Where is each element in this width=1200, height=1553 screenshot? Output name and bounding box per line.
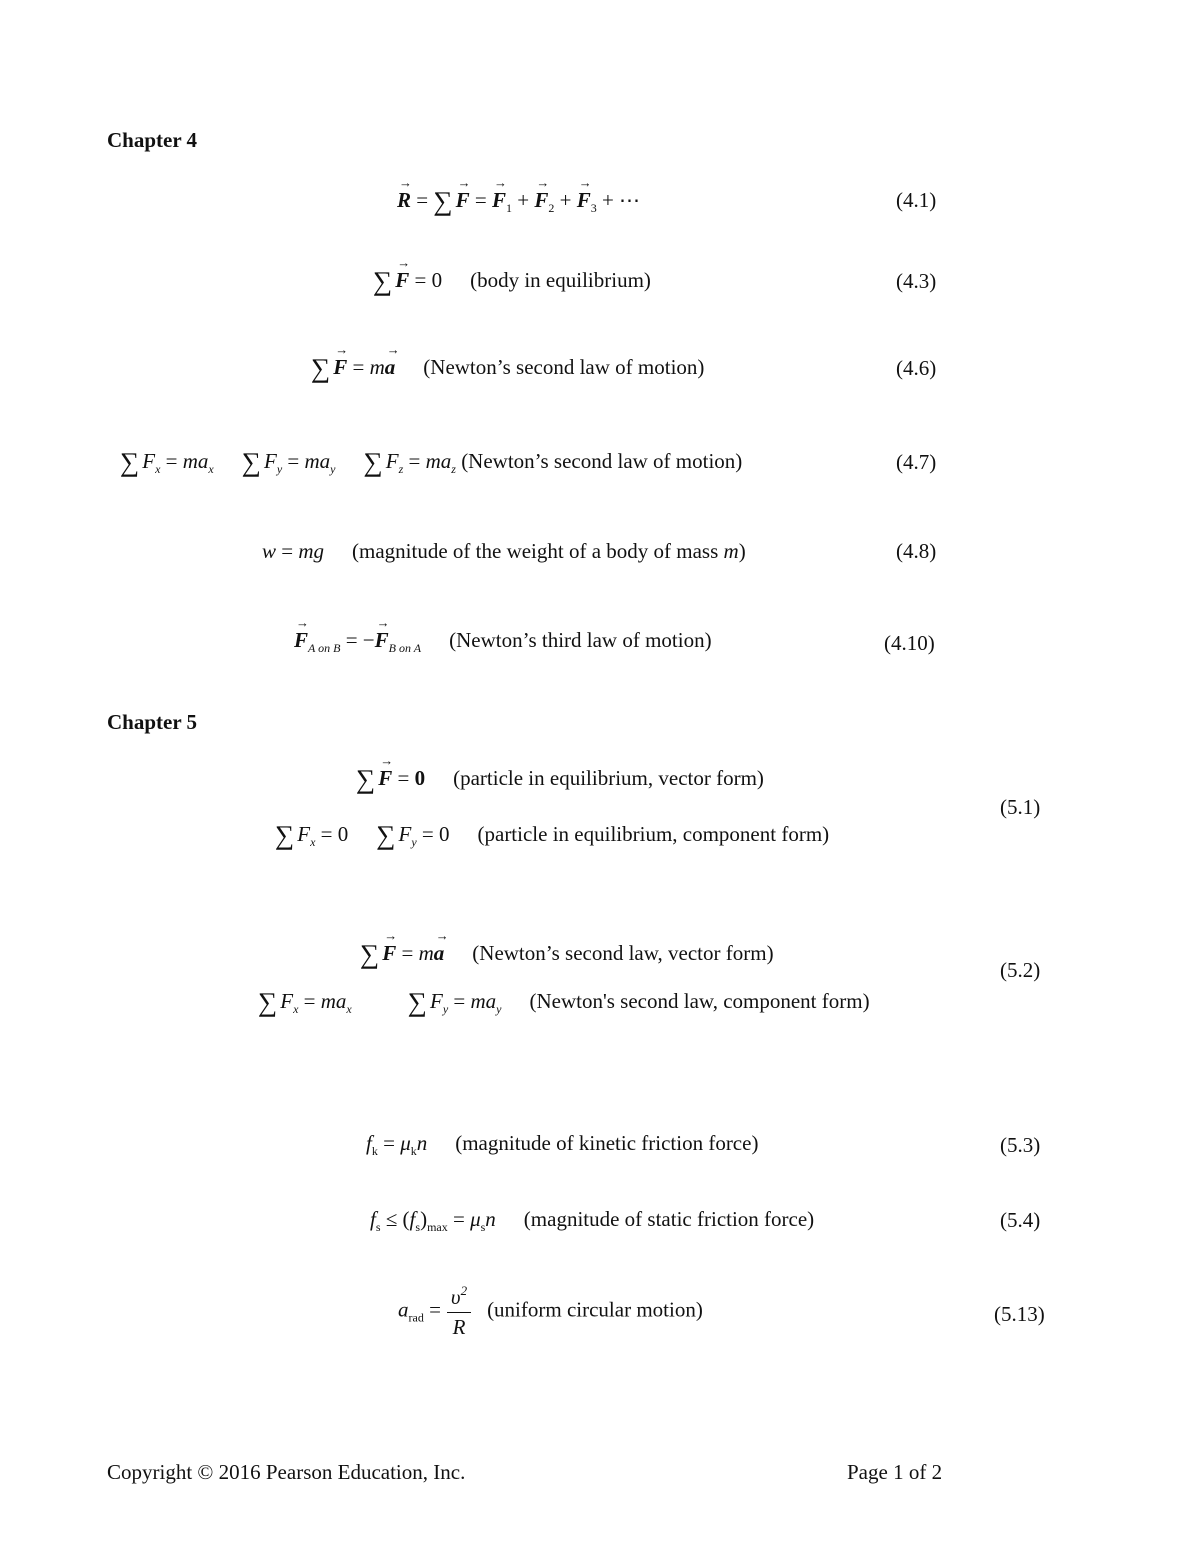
equation-number-4-10: (4.10) [884, 631, 935, 655]
equation-4-7-desc: (Newton’s second law of motion) [461, 449, 743, 473]
chapter-4-heading: Chapter 4 [107, 128, 198, 152]
equation-4-10-desc: (Newton’s third law of motion) [449, 628, 712, 652]
equation-number-5-4: (5.4) [1000, 1208, 1041, 1232]
equation-number-4-6: (4.6) [896, 356, 937, 380]
equation-number-5-13: (5.13) [994, 1302, 1045, 1326]
equation-5-2-component-desc: (Newton's second law, component form) [529, 989, 870, 1013]
equation-number-5-2: (5.2) [1000, 958, 1041, 982]
equation-4-3-desc: (body in equilibrium) [470, 268, 651, 292]
equation-4-8: w = mg (magnitude of the weight of a body of mass m) [262, 539, 746, 563]
equation-5-3-desc: (magnitude of kinetic friction force) [455, 1131, 759, 1155]
equation-4-3: ∑→ F = 0 (body in equilibrium) [373, 266, 651, 297]
equation-number-5-3: (5.3) [1000, 1133, 1041, 1157]
equation-4-10: → $F_{A on B}$ = −→ $F_{B on A}$ (Newton’s third law of motion) [294, 628, 712, 656]
equation-number-5-1: (5.1) [1000, 795, 1041, 819]
equation-4-6-desc: (Newton’s second law of motion) [423, 355, 705, 379]
equation-5-2-vector: ∑→ F = m→ a (Newton’s second law, vector form) [360, 939, 774, 970]
equation-5-4: $f_s \le (f_s)_{max} = \mu_sn$ (magnitude of static friction force) [370, 1207, 815, 1234]
equation-5-1-component-desc: (particle in equilibrium, component form) [477, 822, 830, 846]
equation-number-4-8: (4.8) [896, 539, 937, 563]
chapter-5-heading: Chapter 5 [107, 710, 198, 734]
equation-4-8-desc-var: m [723, 539, 739, 563]
footer-page-number: Page 1 of 2 [847, 1460, 943, 1484]
equation-4-8-desc: (magnitude of the weight of a body of mass [352, 539, 719, 563]
equation-number-4-1: (4.1) [896, 188, 937, 212]
equation-5-1-vector: ∑→ F = 0 (particle in equilibrium, vector form) [356, 764, 764, 795]
equation-5-1-component: ∑ $F_x = 0$ ∑ $F_y = 0$ (particle in equilibrium, component form) [275, 820, 830, 850]
equation-4-7: ∑ $F_x = ma_x$ ∑ $F_y = ma_y$ ∑ $F_z = ma_z$ (Newton’s second law of motion) [120, 447, 743, 477]
equation-5-13: $a_{rad}$ = $\frac{\upsilon^2}{R}$ (uniform circular motion) [398, 1283, 703, 1339]
equation-5-3: $f_k = \mu_kn$ (magnitude of kinetic friction force) [366, 1131, 759, 1158]
footer-copyright: Copyright © 2016 Pearson Education, Inc. [107, 1460, 466, 1484]
equation-5-2-vector-desc: (Newton’s second law, vector form) [472, 941, 774, 965]
equation-number-4-7: (4.7) [896, 450, 937, 474]
equation-5-4-desc: (magnitude of static friction force) [523, 1207, 815, 1231]
equation-4-8-desc-end: ) [738, 539, 746, 563]
equation-4-1: → R = ∑→ F = → $F_1$ + → $F_2$ + → $F_3$ + ⋯ [397, 186, 640, 217]
equation-4-6: ∑→ F = m→ a (Newton’s second law of motion) [311, 353, 704, 384]
equation-number-4-3: (4.3) [896, 269, 937, 293]
equation-5-13-desc: (uniform circular motion) [487, 1297, 703, 1322]
equation-5-1-vector-desc: (particle in equilibrium, vector form) [453, 766, 764, 790]
equation-5-2-component: ∑ $F_x = ma_x$ ∑ $F_y = ma_y$ (Newton's second law, component form) [258, 987, 870, 1017]
